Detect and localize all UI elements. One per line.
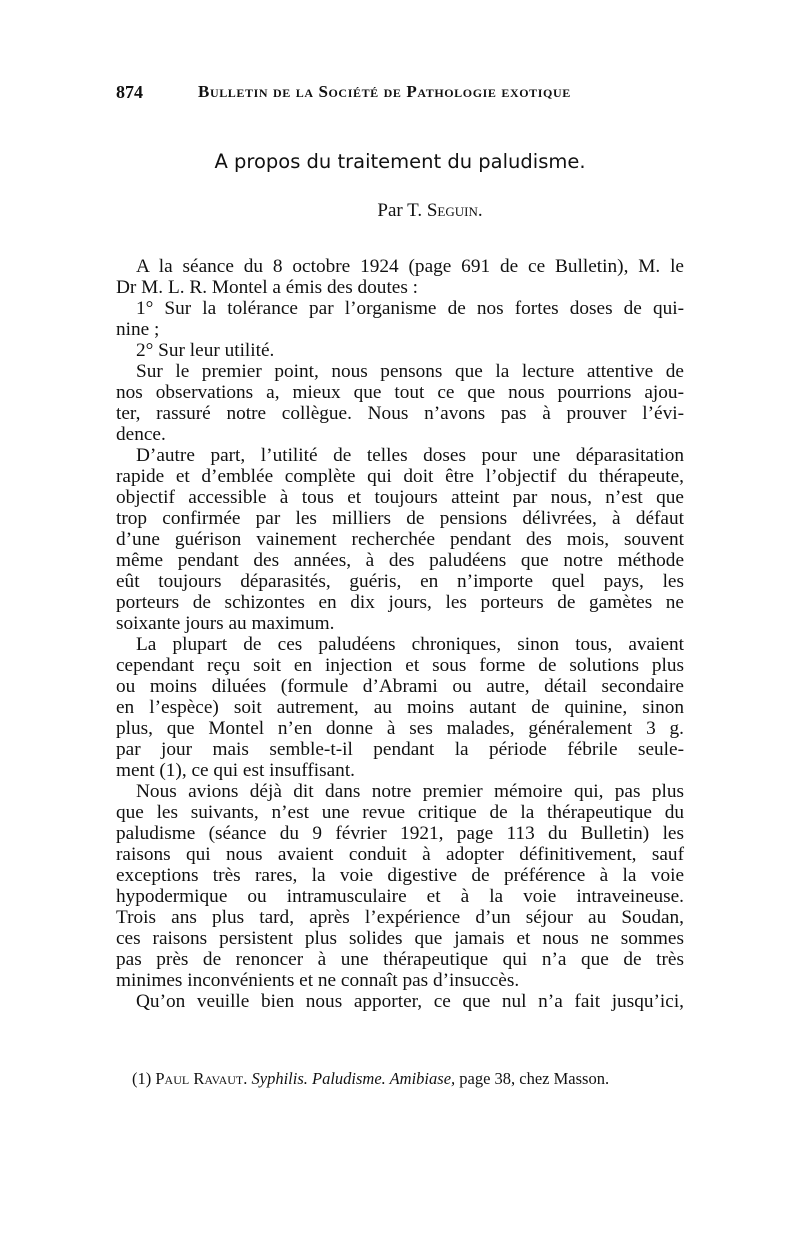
- article-title: A propos du traitement du paludisme.: [214, 150, 586, 173]
- journal-title: Bulletin de la Société de Pathologie exotique: [198, 82, 571, 101]
- author-name: Seguin.: [426, 200, 483, 221]
- body-line: 1° Sur la tolérance par l’organisme de nos fortes doses de qui-: [136, 298, 684, 319]
- running-head: [116, 82, 686, 106]
- body-line: rapide et d’emblée complète qui doit être l’objectif du thérapeute,: [116, 466, 684, 487]
- article-body: [116, 256, 684, 1012]
- body-line: minimes inconvénients et ne connaît pas d’insuccès.: [116, 970, 520, 991]
- body-line: ter, rassuré notre collègue. Nous n’avons pas à prouver l’évi-: [116, 403, 684, 424]
- body-line: D’autre part, l’utilité de telles doses pour une déparasitation: [136, 445, 684, 466]
- body-line: cependant reçu soit en injection et sous forme de solutions plus: [116, 655, 684, 676]
- body-line: soixante jours au maximum.: [116, 613, 335, 634]
- body-line: La plupart de ces paludéens chroniques, sinon tous, avaient: [136, 634, 684, 655]
- author-prefix: Par T.: [377, 200, 423, 221]
- body-line: d’une guérison vainement recherchée pendant des mois, souvent: [116, 529, 684, 550]
- body-line: paludisme (séance du 9 février 1921, page 113 du Bulletin) les: [116, 823, 684, 844]
- body-line: porteurs de schizontes en dix jours, les porteurs de gamètes ne: [116, 592, 684, 613]
- body-line: plus, que Montel n’en donne à ses malades, généralement 3 g.: [116, 718, 684, 739]
- body-line: exceptions très rares, la voie digestive de préférence à la voie: [116, 865, 684, 886]
- body-line: en l’espèce) soit autrement, au moins autant de quinine, sinon: [116, 697, 684, 718]
- footnote-rest: page 38, chez Masson.: [459, 1069, 610, 1088]
- body-line: Qu’on veuille bien nous apporter, ce que nul n’a fait jusqu’ici,: [136, 991, 684, 1012]
- body-line: nine ;: [116, 319, 160, 340]
- body-line: 2° Sur leur utilité.: [136, 340, 275, 361]
- body-line: ou moins diluées (formule d’Abrami ou autre, détail secondaire: [116, 676, 684, 697]
- body-line: Sur le premier point, nous pensons que la lecture attentive de: [136, 361, 684, 382]
- body-line: par jour mais semble-t-il pendant la période fébrile seule-: [116, 739, 684, 760]
- body-line: ces raisons persistent plus solides que jamais et nous ne sommes: [116, 928, 684, 949]
- body-line: Trois ans plus tard, après l’expérience d’un séjour au Soudan,: [116, 907, 684, 928]
- body-line: raisons qui nous avaient conduit à adopter définitivement, sauf: [116, 844, 684, 865]
- body-line: hypodermique ou intramusculaire et à la voie intraveineuse.: [116, 886, 684, 907]
- body-line: objectif accessible à tous et toujours atteint par nous, n’est que: [116, 487, 684, 508]
- body-line: nos observations a, mieux que tout ce que nous pourrions ajou-: [116, 382, 684, 403]
- body-line: Nous avions déjà dit dans notre premier mémoire qui, pas plus: [136, 781, 684, 802]
- body-line: eût toujours déparasités, guéris, en n’importe quel pays, les: [116, 571, 684, 592]
- body-line: trop confirmée par les milliers de pensions délivrées, à défaut: [116, 508, 684, 529]
- footnote-author: Paul Ravaut.: [155, 1069, 248, 1088]
- body-line: Dr M. L. R. Montel a émis des doutes :: [116, 277, 419, 298]
- body-line: pas près de renoncer à une thérapeutique qui n’a que de très: [116, 949, 684, 970]
- body-line: ment (1), ce qui est insuffisant.: [116, 760, 356, 781]
- body-line: dence.: [116, 424, 166, 445]
- author-line: [30, 200, 800, 222]
- body-line: A la séance du 8 octobre 1924 (page 691 de ce Bulletin), M. le: [136, 256, 684, 277]
- body-line: même pendant des années, à des paludéens que notre méthode: [116, 550, 684, 571]
- footnote-work: Syphilis. Paludisme. Amibiase,: [251, 1069, 456, 1088]
- footnote: [132, 1069, 692, 1089]
- page-number: 874: [116, 82, 143, 102]
- body-line: que les suivants, n’est une revue critique de la thérapeutique du: [116, 802, 684, 823]
- footnote-marker: (1): [132, 1069, 152, 1088]
